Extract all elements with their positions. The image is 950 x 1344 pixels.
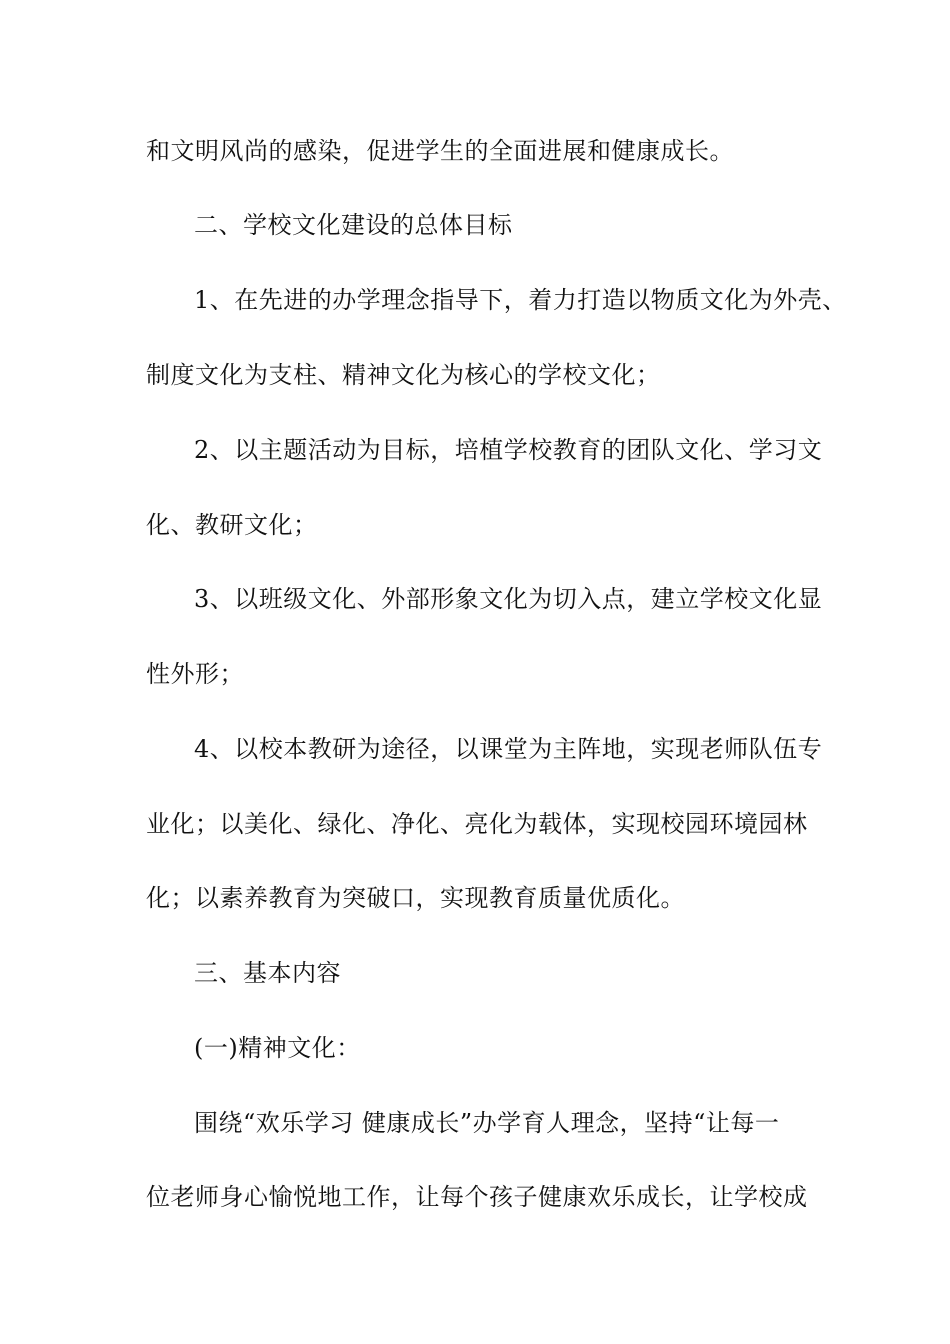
paragraph-line: 业化；以美化、绿化、净化、亮化为载体，实现校园环境园林 [146, 810, 808, 838]
section-heading: 二、学校文化建设的总体目标 [194, 211, 513, 239]
paragraph-line: 1、在先进的办学理念指导下，着力打造以物质文化为外壳、 [194, 286, 847, 314]
paragraph-line: 2、以主题活动为目标，培植学校教育的团队文化、学习文 [194, 436, 823, 464]
paragraph-line: 3、以班级文化、外部形象文化为切入点，建立学校文化显 [194, 585, 823, 613]
paragraph-line: 化、教研文化； [146, 511, 318, 539]
section-heading: 三、基本内容 [194, 959, 341, 987]
paragraph-line: 性外形； [146, 660, 244, 688]
paragraph-line: 制度文化为支柱、精神文化为核心的学校文化； [146, 361, 661, 389]
paragraph-line: 围绕“欢乐学习 健康成长”办学育人理念，坚持“让每一 [194, 1109, 780, 1137]
subsection-heading: (一)精神文化： [194, 1034, 361, 1062]
paragraph-line: 和文明风尚的感染，促进学生的全面进展和健康成长。 [146, 137, 734, 165]
paragraph-line: 化；以素养教育为突破口，实现教育质量优质化。 [146, 884, 685, 912]
paragraph-line: 4、以校本教研为途径，以课堂为主阵地，实现老师队伍专 [194, 735, 823, 763]
paragraph-line: 位老师身心愉悦地工作，让每个孩子健康欢乐成长，让学校成 [146, 1183, 808, 1211]
